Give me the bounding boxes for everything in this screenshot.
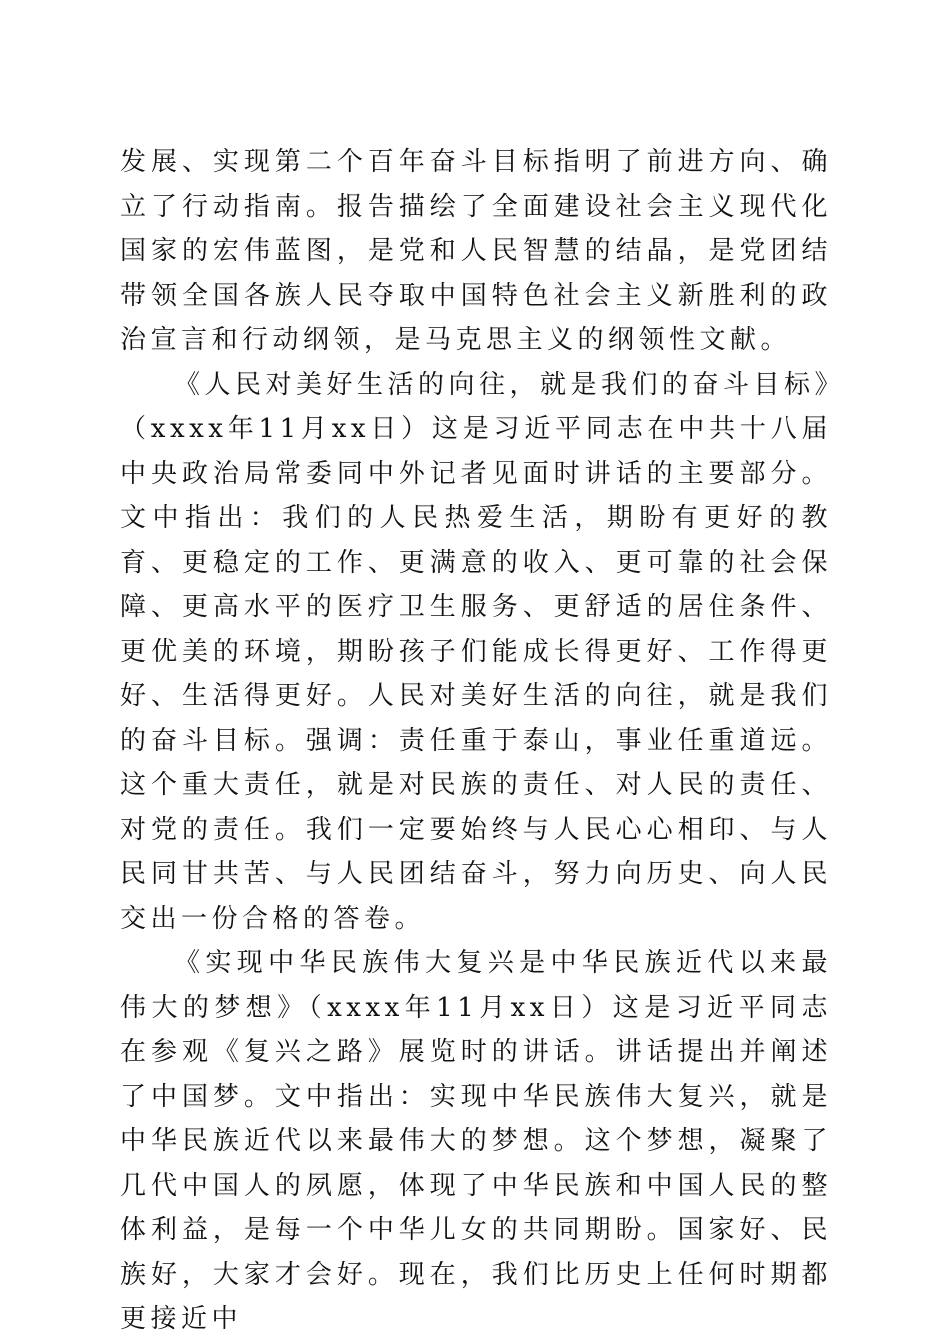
- paragraph-national-rejuvenation: 《实现中华民族伟大复兴是中华民族近代以来最伟大的梦想》（xxxx年11月xx日）这是习近平同志在参观《复兴之路》展览时的讲话。讲话提出并阐述了中国梦。文中指出：实现中华民族伟大复兴，就是中华民族近代以来最伟大的梦想。这个梦想，凝聚了几代中国人的夙愿，体现了中华民族和中国人民的整体利益，是每一个中华儿女的共同期盼。国家好、民族好，大家才会好。现在，我们比历史上任何时期都更接近中: [120, 948, 832, 1334]
- document-page: [120, 140, 832, 1342]
- paragraph-people-aspiration: 《人民对美好生活的向往，就是我们的奋斗目标》（xxxx年11月xx日）这是习近平同志在中共十八届中央政治局常委同中外记者见面时讲话的主要部分。文中指出：我们的人民热爱生活，期盼有更好的教育、更稳定的工作、更满意的收入、更可靠的社会保障、更高水平的医疗卫生服务、更舒适的居住条件、更优美的环境，期盼孩子们能成长得更好、工作得更好、生活得更好。人民对美好生活的向往，就是我们的奋斗目标。强调：责任重于泰山，事业任重道远。这个重大责任，就是对民族的责任、对人民的责任、对党的责任。我们一定要始终与人民心心相印、与人民同甘共苦、与人民团结奋斗，努力向历史、向人民交出一份合格的答卷。: [120, 369, 833, 934]
- paragraph-continuation: 发展、实现第二个百年奋斗目标指明了前进方向、确立了行动指南。报告描绘了全面建设社会主义现代化国家的宏伟蓝图，是党和人民智慧的结晶，是党团结带领全国各族人民夺取中国特色社会主义新胜利的政治宣言和行动纲领，是马克思主义的纲领性文献。: [120, 147, 832, 355]
